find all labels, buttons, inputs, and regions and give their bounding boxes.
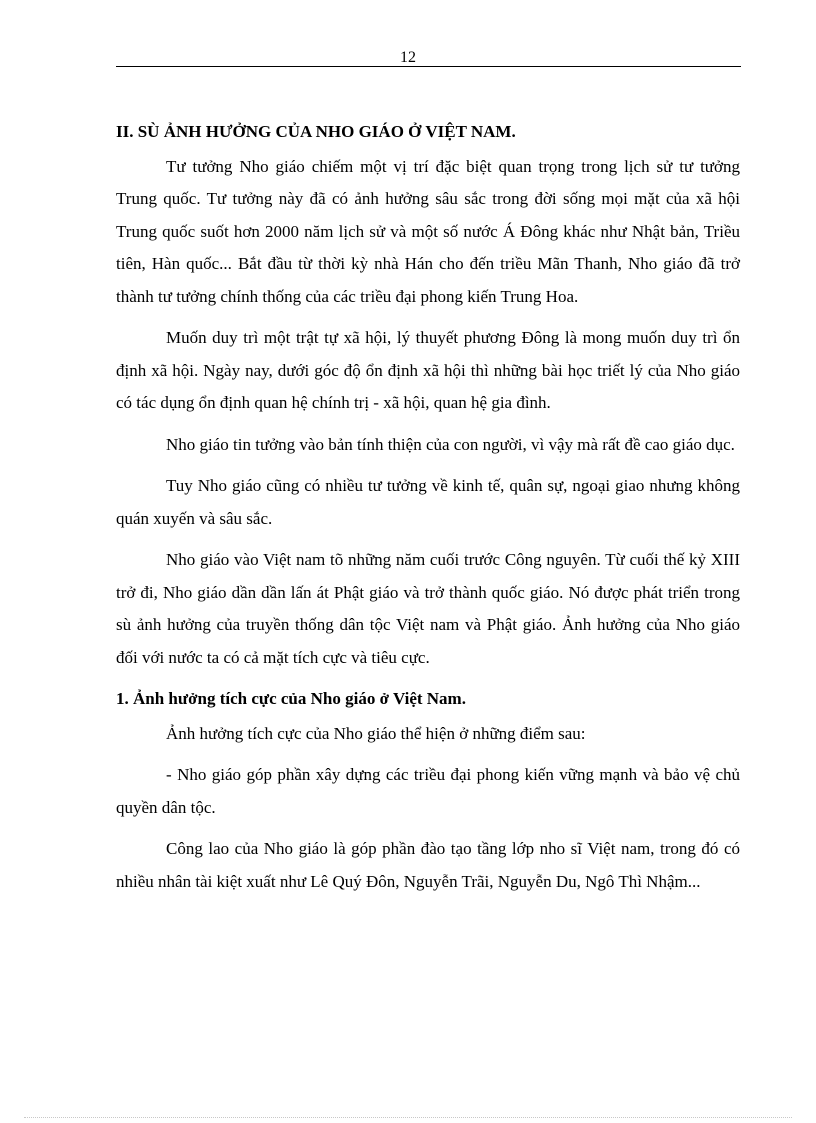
paragraph-human-nature: Nho giáo tin tưởng vào bản tính thiện của con người, vì vậy mà rất đề cao giáo dục. <box>166 434 735 454</box>
paragraph-scholars: Công lao của Nho giáo là góp phần đào tạo tầng lớp nho sĩ Việt nam, trong đó có nhiều nhân tài kiệt xuất như Lê Quý Đôn, Nguyễn Trãi, Nguyễn Du, Ngô Thì Nhậm... <box>116 839 740 891</box>
paragraph-positive-intro: Ảnh hưởng tích cực của Nho giáo thể hiện ở những điểm sau: <box>166 723 586 743</box>
subsection-heading: 1. Ảnh hưởng tích cực của Nho giáo ở Việt Nam. <box>116 689 466 708</box>
paragraph-confucian-thought: Tư tưởng Nho giáo chiếm một vị trí đặc biệt quan trọng trong lịch sử tư tưởng Trung quốc. Tư tưởng này đã có ảnh hưởng sâu sắc trong đời sống mọi mặt của xã hội Trung quốc suốt hơn 2000 năm lịch sử và một số nước Á Đông khác như Nhật bản, Triều tiên, Hàn quốc... Bắt đầu từ thời kỳ nhà Hán cho đến triều Mãn Thanh, Nho giáo đã trở thành tư tưởng chính thống của các triều đại phong kiến Trung Hoa. <box>116 156 740 306</box>
page-number: 12 <box>400 49 416 66</box>
header-rule <box>116 66 741 67</box>
paragraph-vietnam-history: Nho giáo vào Việt nam tõ những năm cuối trước Công nguyên. Từ cuối thế kỷ XIII trở đi, Nho giáo dần dần lấn át Phật giáo và trở thành quốc giáo. Nó được phát triển trong sù ảnh hưởng của truyền thống dân tộc Việt nam và Phật giáo. Ảnh hưởng của Nho giáo đối với nước ta có cả mặt tích cực và tiêu cực. <box>116 550 740 667</box>
paragraph-social-order: Muốn duy trì một trật tự xã hội, lý thuyết phương Đông là mong muốn duy trì ổn định xã hội. Ngày nay, dưới góc độ ổn định xã hội thì những bài học triết lý của Nho giáo có tác dụng ổn định quan hệ chính trị - xã hội, quan hệ gia đình. <box>116 328 740 412</box>
section-heading: II. SÙ ẢNH HƯỞNG CỦA NHO GIÁO Ở VIỆT NAM. <box>116 122 516 141</box>
footer-divider <box>24 1117 792 1118</box>
paragraph-dynasties: - Nho giáo góp phần xây dựng các triều đại phong kiến vững mạnh và bảo vệ chủ quyền dân tộc. <box>116 765 740 817</box>
paragraph-economics: Tuy Nho giáo cũng có nhiều tư tưởng về kinh tế, quân sự, ngoại giao nhưng không quán xuyến và sâu sắc. <box>116 476 740 528</box>
document-body <box>116 116 740 898</box>
